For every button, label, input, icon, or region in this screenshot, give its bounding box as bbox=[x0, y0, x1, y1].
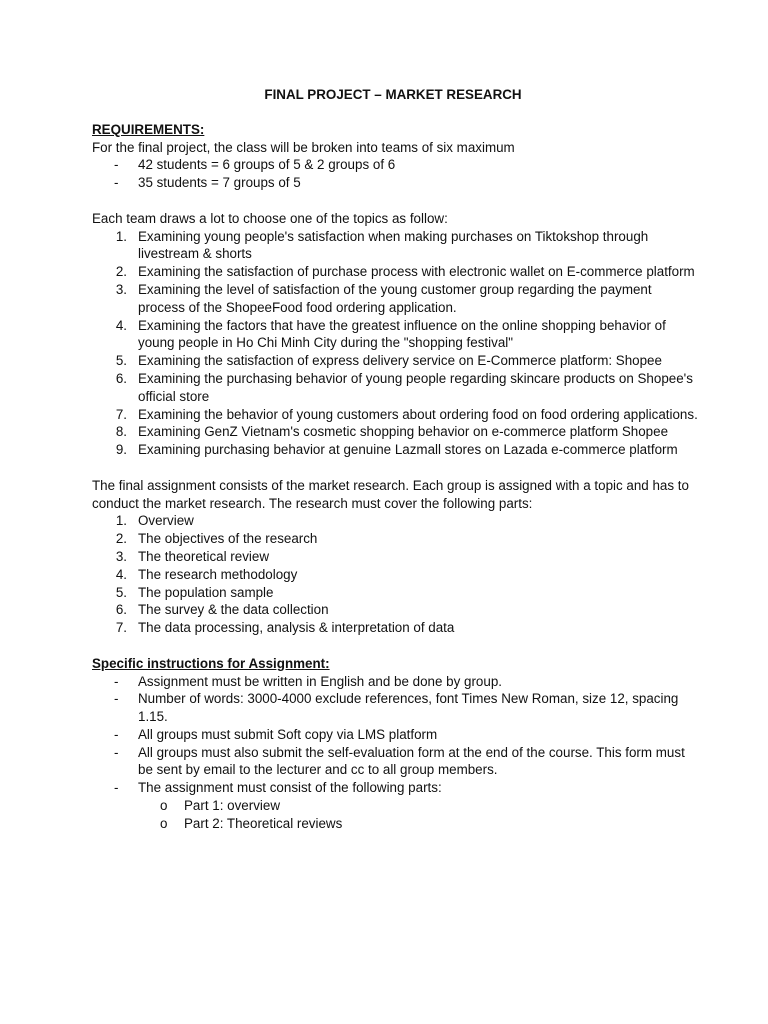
bullet-marker: - bbox=[114, 673, 119, 689]
topic-item bbox=[92, 370, 698, 406]
bullet-marker: - bbox=[114, 780, 119, 796]
sub-item bbox=[92, 797, 698, 815]
item-number: 7. bbox=[115, 620, 127, 636]
research-text: The research methodology bbox=[138, 566, 298, 582]
requirements-intro: For the final project, the class will be broken into teams of six maximum bbox=[92, 139, 515, 155]
topic-item bbox=[92, 441, 698, 459]
item-number: 6. bbox=[115, 602, 127, 618]
list-item-text: 42 students = 6 groups of 5 & 2 groups of 6 bbox=[138, 157, 396, 173]
research-text: Overview bbox=[138, 513, 194, 529]
research-text: The theoretical review bbox=[138, 548, 269, 564]
requirements-list bbox=[92, 156, 698, 192]
topic-text: Examining the satisfaction of express delivery service on E-Commerce platform: Shopee bbox=[138, 353, 662, 369]
spacer bbox=[92, 637, 698, 655]
topic-text: Examining young people's satisfaction when making purchases on Tiktokshop through livestream & shorts bbox=[138, 228, 649, 262]
item-number: 5. bbox=[115, 353, 127, 369]
research-item bbox=[92, 619, 698, 637]
research-item bbox=[92, 601, 698, 619]
assignment-parts-list bbox=[92, 797, 698, 833]
sub-bullet-marker: o bbox=[160, 798, 168, 814]
instruction-item bbox=[92, 673, 698, 691]
research-intro: The final assignment consists of the market research. Each group is assigned with a topic and has to conduct the market research. The research must cover the following parts: bbox=[92, 477, 689, 511]
instruction-text: All groups must also submit the self-evaluation form at the end of the course. This form must be sent by email to the lecturer and cc to all group members. bbox=[138, 744, 685, 778]
instruction-text: All groups must submit Soft copy via LMS platform bbox=[138, 726, 438, 742]
research-text: The data processing, analysis & interpretation of data bbox=[138, 620, 455, 636]
bullet-marker: - bbox=[114, 157, 119, 173]
instruction-text: The assignment must consist of the following parts: bbox=[138, 780, 442, 796]
topic-item bbox=[92, 423, 698, 441]
instructions-list bbox=[92, 673, 698, 798]
topic-item bbox=[92, 263, 698, 281]
sub-item-text: Part 2: Theoretical reviews bbox=[184, 815, 343, 831]
topics-list bbox=[92, 228, 698, 459]
topic-text: Examining GenZ Vietnam's cosmetic shopping behavior on e-commerce platform Shopee bbox=[138, 424, 669, 440]
requirements-heading: REQUIREMENTS: bbox=[92, 121, 205, 137]
topic-item bbox=[92, 281, 698, 317]
instruction-text: Number of words: 3000-4000 exclude references, font Times New Roman, size 12, spacing 1.15. bbox=[138, 691, 679, 725]
research-item bbox=[92, 530, 698, 548]
item-number: 1. bbox=[115, 513, 127, 529]
topic-text: Examining purchasing behavior at genuine Lazmall stores on Lazada e-commerce platform bbox=[138, 442, 678, 458]
instructions-heading: Specific instructions for Assignment: bbox=[92, 655, 330, 671]
list-item bbox=[92, 156, 698, 174]
spacer bbox=[92, 459, 698, 477]
spacer bbox=[92, 192, 698, 210]
topic-text: Examining the factors that have the greatest influence on the online shopping behavior of young people in Ho Chi Minh City during the "shopping festival" bbox=[138, 317, 666, 351]
topic-text: Examining the purchasing behavior of young people regarding skincare products on Shopee's official store bbox=[138, 370, 693, 404]
research-item bbox=[92, 566, 698, 584]
research-item bbox=[92, 548, 698, 566]
topic-text: Examining the satisfaction of purchase process with electronic wallet on E-commerce platform bbox=[138, 264, 695, 280]
item-number: 2. bbox=[115, 531, 127, 547]
topics-intro: Each team draws a lot to choose one of the topics as follow: bbox=[92, 210, 448, 226]
item-number: 6. bbox=[115, 370, 127, 386]
research-text: The objectives of the research bbox=[138, 531, 318, 547]
list-item-text: 35 students = 7 groups of 5 bbox=[138, 175, 301, 191]
item-number: 3. bbox=[115, 548, 127, 564]
sub-bullet-marker: o bbox=[160, 815, 168, 831]
research-item bbox=[92, 512, 698, 530]
page-title: FINAL PROJECT – MARKET RESEARCH bbox=[264, 87, 522, 102]
instruction-item bbox=[92, 726, 698, 744]
item-number: 1. bbox=[115, 228, 127, 244]
item-number: 4. bbox=[115, 566, 127, 582]
topic-item bbox=[92, 406, 698, 424]
sub-item bbox=[92, 815, 698, 833]
item-number: 5. bbox=[115, 584, 127, 600]
item-number: 8. bbox=[115, 424, 127, 440]
topic-item bbox=[92, 228, 698, 264]
topic-item bbox=[92, 352, 698, 370]
bullet-marker: - bbox=[114, 726, 119, 742]
item-number: 7. bbox=[115, 406, 127, 422]
topic-text: Examining the level of satisfaction of the young customer group regarding the payment process of the ShopeeFood food ordering application. bbox=[138, 281, 652, 315]
bullet-marker: - bbox=[114, 175, 119, 191]
item-number: 9. bbox=[115, 442, 127, 458]
list-item bbox=[92, 174, 698, 192]
item-number: 3. bbox=[115, 281, 127, 297]
topic-item bbox=[92, 317, 698, 353]
instruction-item bbox=[92, 744, 698, 780]
bullet-marker: - bbox=[114, 744, 119, 760]
topic-text: Examining the behavior of young customers about ordering food on food ordering applications. bbox=[138, 406, 698, 422]
research-text: The population sample bbox=[138, 584, 274, 600]
research-parts-list bbox=[92, 512, 698, 637]
instruction-text: Assignment must be written in English and be done by group. bbox=[138, 673, 502, 689]
research-text: The survey & the data collection bbox=[138, 602, 329, 618]
research-item bbox=[92, 584, 698, 602]
sub-item-text: Part 1: overview bbox=[184, 798, 281, 814]
item-number: 2. bbox=[115, 264, 127, 280]
instruction-item bbox=[92, 690, 698, 726]
item-number: 4. bbox=[115, 317, 127, 333]
instruction-item bbox=[92, 779, 698, 797]
bullet-marker: - bbox=[114, 691, 119, 707]
